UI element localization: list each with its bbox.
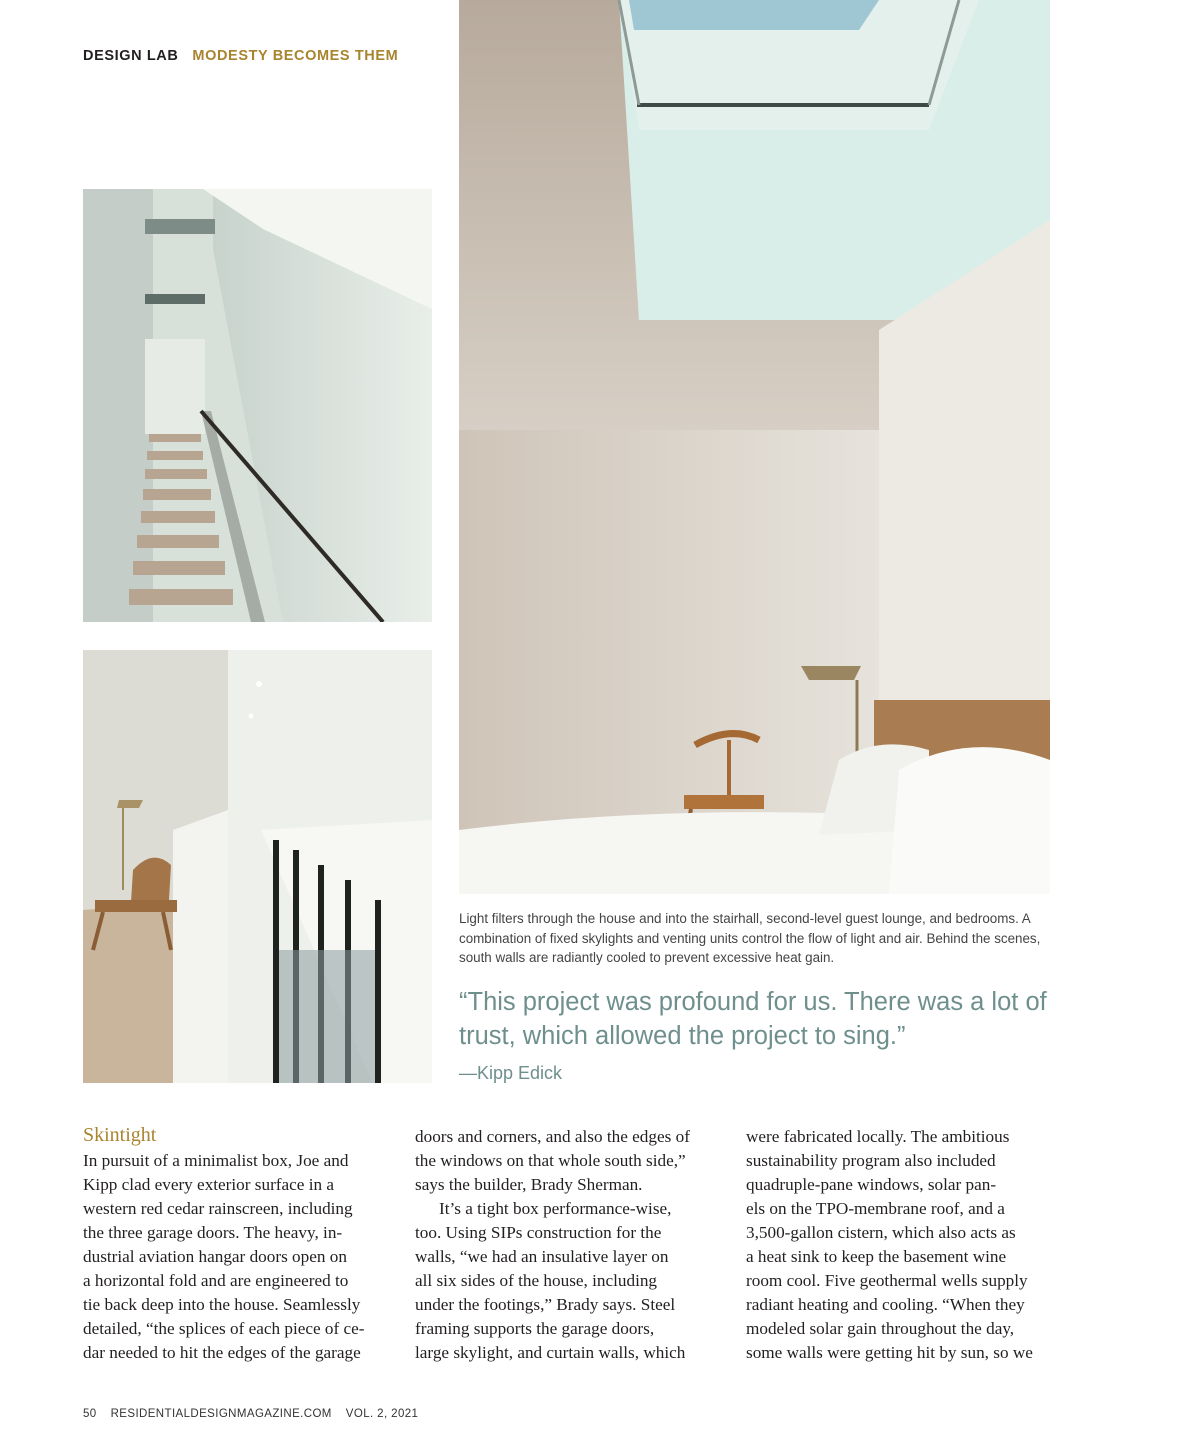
body-line: all six sides of the house, including [415, 1271, 658, 1290]
running-header [83, 48, 398, 64]
body-line: radiant heating and cooling. “When they [746, 1295, 1025, 1314]
body-line: 3,500-gallon cistern, which also acts as [746, 1223, 1016, 1242]
page-footer [83, 1408, 432, 1420]
article-title: MODESTY BECOMES THEM [192, 48, 399, 64]
body-line: a horizontal fold and are engineered to [83, 1271, 349, 1290]
body-line: dar needed to hit the edges of the garage [83, 1343, 361, 1362]
body-line: modeled solar gain throughout the day, [746, 1319, 1015, 1338]
body-line: too. Using SIPs construction for the [415, 1223, 662, 1242]
body-line: says the builder, Brady Sherman. [415, 1175, 643, 1194]
body-column-1 [83, 1149, 403, 1365]
photo-caption: Light filters through the house and into the stairhall, second-level guest lounge, and bedrooms. A combination of fixed skylights and venting units control the flow of light and air. Behind the scenes, south walls are radiantly cooled to prevent excessive heat gain. [459, 911, 1041, 965]
body-line: the three garage doors. The heavy, in- [83, 1223, 343, 1242]
body-line: the windows on that whole south side,” [415, 1151, 686, 1170]
body-column-2 [415, 1125, 735, 1365]
section-label: DESIGN LAB [83, 48, 179, 64]
body-line: dustrial aviation hangar doors open on [83, 1247, 347, 1266]
stairhall-photo [83, 189, 432, 622]
body-line: walls, “we had an insulative layer on [415, 1247, 669, 1266]
body-line: framing supports the garage doors, [415, 1319, 655, 1338]
body-line: Kipp clad every exterior surface in a [83, 1175, 335, 1194]
body-line: els on the TPO-membrane roof, and a [746, 1199, 1005, 1218]
body-line: detailed, “the splices of each piece of ce- [83, 1319, 365, 1338]
pull-quote: “This project was profound for us. There was a lot of trust, which allowed the project to sing.” [459, 988, 1047, 1050]
body-line: a heat sink to keep the basement wine [746, 1247, 1007, 1266]
body-line: sustainability program also included [746, 1151, 996, 1170]
body-line: quadruple-pane windows, solar pan- [746, 1175, 997, 1194]
issue-label: VOL. 2, 2021 [345, 1408, 419, 1420]
body-line: some walls were getting hit by sun, so we [746, 1343, 1033, 1362]
bedroom-photo [459, 0, 1050, 894]
magazine-url: RESIDENTIALDESIGNMAGAZINE.COM [110, 1408, 332, 1420]
article-subhead: Skintight [83, 1124, 157, 1146]
body-line: It’s a tight box performance-wise, [439, 1199, 672, 1218]
body-line: tie back deep into the house. Seamlessly [83, 1295, 361, 1314]
page-number: 50 [83, 1408, 97, 1420]
body-line: were fabricated locally. The ambitious [746, 1127, 1010, 1146]
body-line: doors and corners, and also the edges of [415, 1127, 690, 1146]
body-line: under the footings,” Brady says. Steel [415, 1295, 676, 1314]
body-line: In pursuit of a minimalist box, Joe and [83, 1151, 349, 1170]
guest-lounge-photo [83, 650, 432, 1083]
body-column-3 [746, 1125, 1066, 1365]
body-line: room cool. Five geothermal wells supply [746, 1271, 1028, 1290]
pull-quote-attribution: —Kipp Edick [459, 1063, 563, 1083]
body-line: western red cedar rainscreen, including [83, 1199, 353, 1218]
body-line: large skylight, and curtain walls, which [415, 1343, 686, 1362]
